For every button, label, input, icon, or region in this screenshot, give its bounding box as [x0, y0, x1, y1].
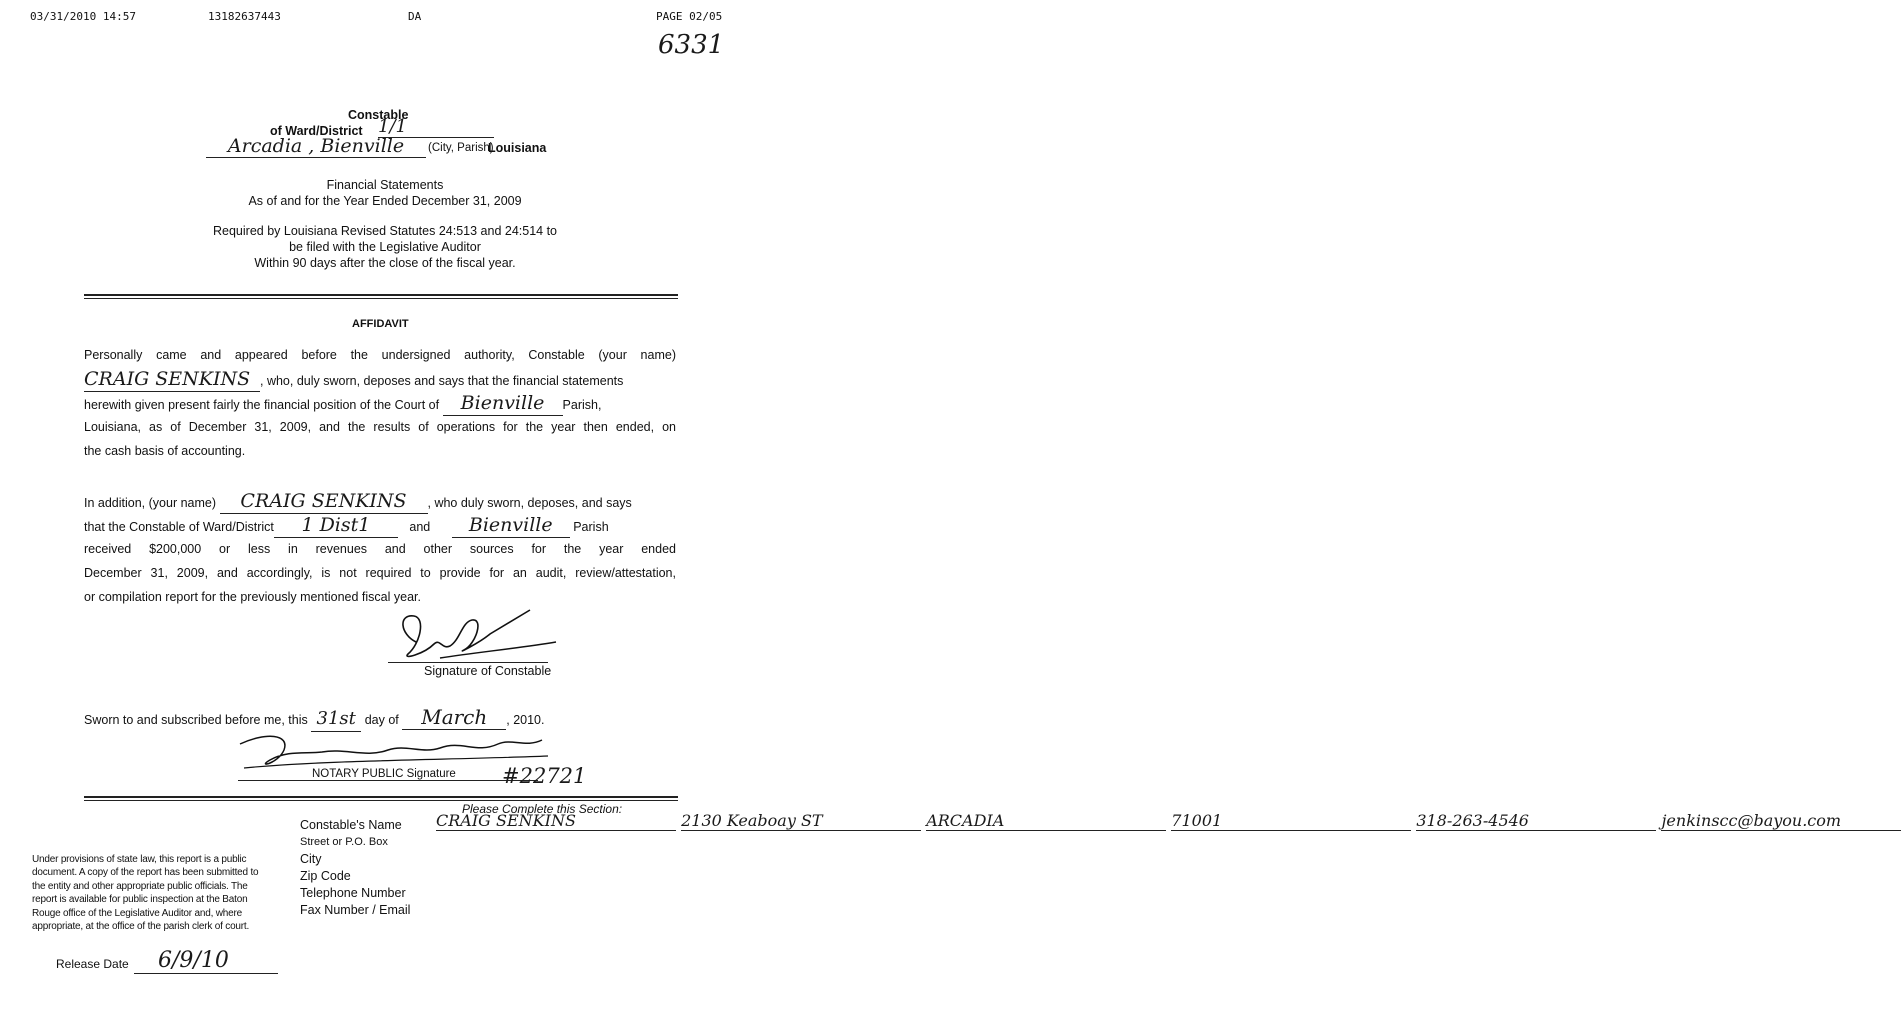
sworn-day: 31st — [311, 707, 361, 732]
affidavit-p2-line1 — [84, 489, 676, 515]
divider-bottom-2 — [84, 800, 678, 801]
disclaimer-line-5: Rouge office of the Legislative Auditor and, where — [32, 907, 242, 919]
field-value-city: ARCADIA — [926, 812, 1166, 831]
section-values — [436, 811, 1842, 831]
ward-label: of Ward/District — [270, 124, 363, 138]
parish-handwritten: Bienville — [452, 513, 570, 538]
ward-value: 1/1 — [378, 116, 494, 138]
constable-name-handwritten: CRAIG SENKINS — [84, 367, 260, 392]
field-value-street: 2130 Keaboay ST — [681, 812, 921, 831]
district-handwritten: 1 Dist1 — [274, 513, 398, 538]
sworn-month: March — [402, 705, 506, 730]
affidavit-p1-line4: Louisiana, as of December 31, 2009, and the results of operations for the year then ended, on — [84, 420, 676, 434]
disclaimer-line-4: report is available for public inspection at the Baton — [32, 894, 248, 906]
sworn-prefix: Sworn to and subscribed before me, this — [84, 713, 308, 727]
requirement-line-2: be filed with the Legislative Auditor — [289, 240, 481, 254]
constable-signature-image — [380, 604, 560, 668]
section-heading: Please Complete this Section: — [462, 802, 623, 816]
field-value-constable-name: CRAIG SENKINS — [436, 812, 676, 831]
section-labels — [300, 817, 410, 919]
affidavit-p2-parish-label: Parish — [573, 520, 609, 534]
field-value-telephone: 318-263-4546 — [1416, 812, 1656, 831]
affidavit-p2-line3: received $200,000 or less in revenues and other sources for the year ended — [84, 542, 676, 556]
affidavit-p2-and: and — [409, 520, 431, 534]
disclaimer-line-3: the entity and other appropriate public officials. The — [32, 880, 248, 892]
constable-name-handwritten-2: CRAIG SENKINS — [220, 489, 428, 514]
city-parish-label: (City, Parish) — [428, 142, 494, 154]
fax-datetime: 03/31/2010 14:57 — [30, 10, 136, 23]
notary-label: NOTARY PUBLIC Signature — [312, 768, 456, 780]
affidavit-p2-line2-a: that the Constable of Ward/District — [84, 520, 274, 534]
affidavit-p1-line2-rest: , who, duly sworn, deposes and says that the financial statements — [260, 374, 624, 388]
notary-number: #22721 — [502, 764, 587, 788]
statements-title: Financial Statements — [326, 178, 444, 192]
signature-label: Signature of Constable — [424, 664, 552, 678]
disclaimer-line-1: Under provisions of state law, this report is a public — [32, 854, 247, 865]
sworn-day-label: day of — [364, 713, 399, 727]
release-date-value: 6/9/10 — [134, 948, 278, 974]
city-parish-value: Arcadia , Bienville — [206, 135, 426, 158]
affidavit-p2-line4: December 31, 2009, and accordingly, is not required to provide for an audit, review/attestation, — [84, 566, 676, 580]
field-value-fax-email: jenkinscc@bayou.com — [1661, 812, 1901, 831]
disclaimer — [32, 853, 258, 933]
constable-signature-line — [388, 662, 548, 663]
fax-phone: 13182637443 — [208, 10, 281, 23]
requirement-line-1: Required by Louisiana Revised Statutes 24:513 and 24:514 to — [213, 224, 557, 238]
sworn-year: , 2010. — [506, 713, 545, 727]
fax-code: DA — [408, 10, 422, 23]
requirement-line-3: Within 90 days after the close of the fiscal year. — [254, 256, 516, 270]
affidavit-p1-line5: the cash basis of accounting. — [84, 444, 246, 458]
affidavit-p2-line5: or compilation report for the previously mentioned fiscal year. — [84, 590, 421, 604]
affidavit-title: AFFIDAVIT — [352, 318, 409, 330]
divider-top — [84, 294, 678, 296]
statements-period: As of and for the Year Ended December 31, 2009 — [248, 194, 522, 208]
field-label-constable-name: Constable's Name — [300, 818, 402, 832]
affidavit-p2-line2 — [84, 513, 676, 539]
field-label-zip: Zip Code — [300, 869, 351, 883]
constable-title: Constable — [348, 108, 409, 122]
handwritten-id: 6331 — [658, 30, 725, 60]
affidavit-p2-a: In addition, (your name) — [84, 496, 217, 510]
field-label-fax-email: Fax Number / Email — [300, 903, 411, 917]
affidavit-p1-line2 — [84, 367, 676, 393]
affidavit-p1-line3-b: Parish, — [562, 398, 602, 412]
court-parish-handwritten: Bienville — [443, 391, 563, 416]
affidavit-p1-line3-a: herewith given present fairly the financial position of the Court of — [84, 398, 440, 412]
affidavit-p1-line1: Personally came and appeared before the undersigned authority, Constable (your name) — [84, 348, 676, 362]
fax-page: PAGE 02/05 — [656, 10, 723, 23]
state-label: Louisiana — [488, 141, 547, 155]
field-label-telephone: Telephone Number — [300, 886, 406, 900]
field-label-street: Street or P.O. Box — [300, 836, 388, 848]
affidavit-p1-line3 — [84, 391, 676, 417]
notary-signature-line — [238, 780, 538, 781]
disclaimer-line-2: document. A copy of the report has been submitted to — [32, 867, 259, 879]
field-value-zip: 71001 — [1171, 812, 1411, 831]
disclaimer-line-6: appropriate, at the office of the parish clerk of court. — [32, 921, 250, 933]
field-label-city: City — [300, 852, 322, 866]
affidavit-p2-b: , who duly sworn, deposes, and says — [427, 496, 632, 510]
divider-bottom — [84, 796, 678, 798]
release-date-label: Release Date — [56, 957, 129, 971]
divider-top-2 — [84, 298, 678, 299]
